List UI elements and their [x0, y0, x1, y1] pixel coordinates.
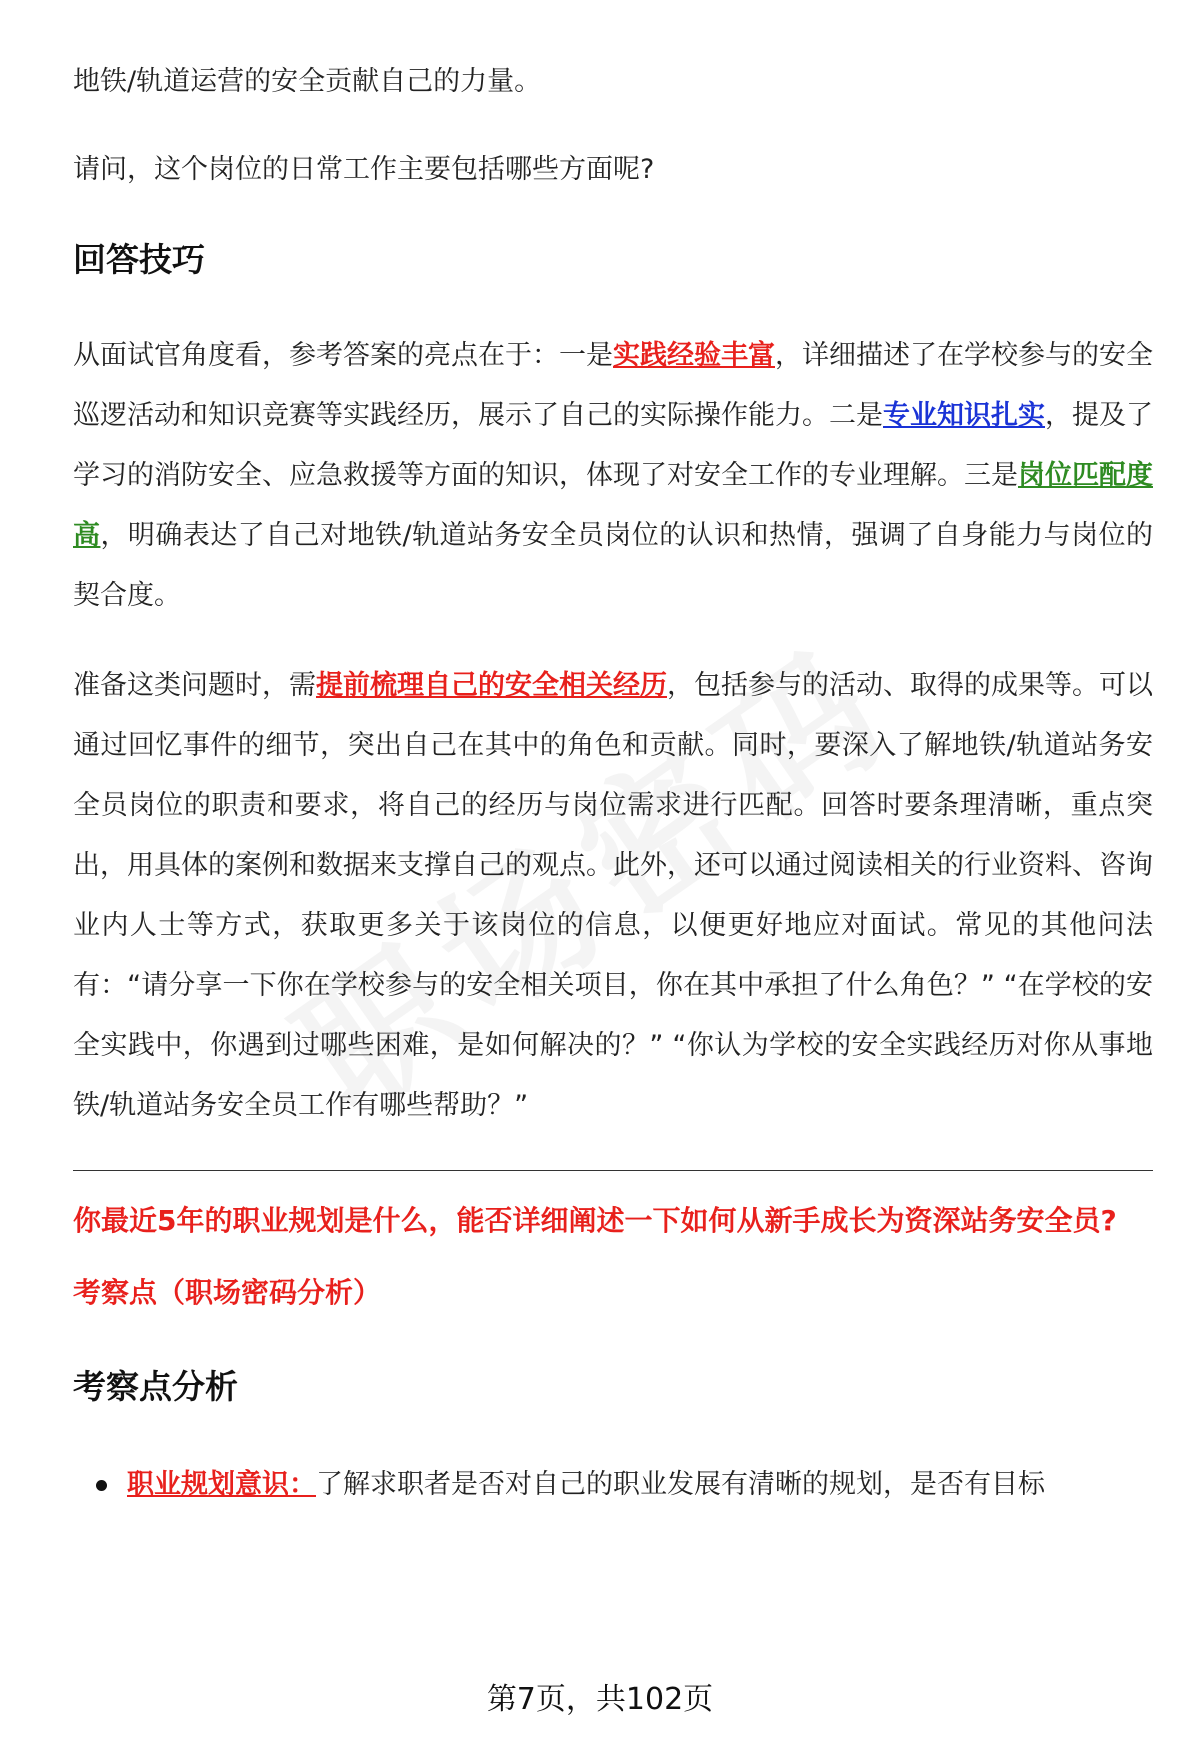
kaocha-label: 考察点（职场密码分析） [73, 1276, 382, 1309]
tips-paragraph-2 [73, 656, 1153, 1136]
intro-line-2: 请问，这个岗位的日常工作主要包括哪些方面呢? [73, 154, 655, 185]
tips-p2-text-2: ，包括参与的活动、取得的成果等。可以通过回忆事件的细节，突出自己在其中的角色和贡献。同时，要深入了解地铁/轨道站务安全员岗位的职责和要求，将自己的经历与岗位需求进行匹配。回答时要条理清晰，重点突出，用具体的案例和数据来支撑自己的观点。此外，还可以通过阅读相关的行业资料、咨询业内人士等方式，获取更多关于该岗位的信息，以便更好地应对面试。常见的其他问法有：“请分享一下你在学校参与的安全相关项目，你在其中承担了什么角色？” “在学校的安全实践中，你遇到过哪些困难，是如何解决的？” “你认为学校的安全实践经历对你从事地铁/轨道站务安全员工作有哪些帮助？” [73, 670, 1153, 1121]
section-divider [73, 1170, 1153, 1171]
point-label: 职业规划意识： [127, 1469, 316, 1500]
tips-p2-text-1: 准备这类问题时，需 [73, 670, 316, 701]
analysis-list [73, 1455, 1153, 1515]
tips-heading: 回答技巧 [73, 240, 205, 279]
point-text: 了解求职者是否对自己的职业发展有清晰的规划，是否有目标 [316, 1469, 1045, 1500]
tips-p1-text-1: 从面试官角度看，参考答案的亮点在于：一是 [73, 340, 613, 371]
bullet-icon [96, 1480, 107, 1491]
interview-question: 你最近5年的职业规划是什么，能否详细阐述一下如何从新手成长为资深站务安全员? [73, 1204, 1117, 1237]
intro-line-1: 地铁/轨道运营的安全贡献自己的力量。 [73, 66, 542, 97]
highlight-sort-experience: 提前梳理自己的安全相关经历 [316, 670, 667, 701]
highlight-job-match: 岗位匹配度高 [73, 460, 1153, 551]
highlight-practical-experience: 实践经验丰富 [613, 340, 775, 371]
analysis-heading: 考察点分析 [73, 1367, 238, 1406]
tips-paragraph-1 [73, 326, 1153, 626]
tips-p1-text-2: ，详细描述了在学校参与的安全巡逻活动和知识竞赛等实践经历，展示了自己的实际操作能力。二是 [73, 340, 1153, 431]
page-content [73, 52, 1153, 1515]
highlight-professional-knowledge: 专业知识扎实 [883, 400, 1045, 431]
tips-p1-text-4: ，明确表达了自己对地铁/轨道站务安全员岗位的认识和热情，强调了自身能力与岗位的契合度。 [73, 520, 1153, 611]
page-number: 第7页，共102页 [486, 1682, 714, 1717]
tips-p1-text-3: ，提及了学习的消防安全、应急救援等方面的知识，体现了对安全工作的专业理解。三是 [73, 400, 1153, 491]
list-item [73, 1455, 1153, 1515]
